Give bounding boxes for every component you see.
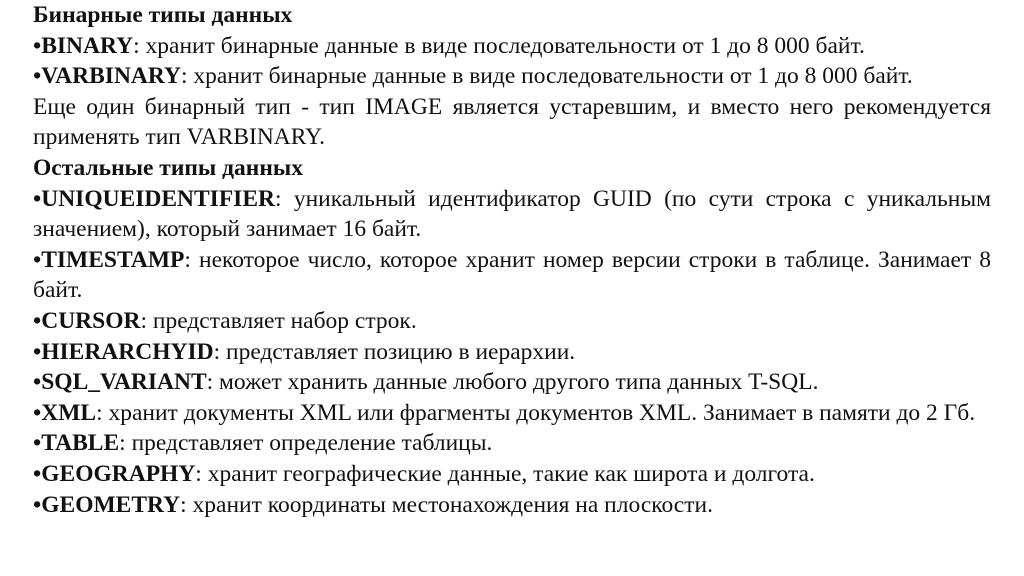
list-item-varbinary [33,61,991,92]
type-description: : хранит бинарные данные в виде последовательности от 1 до 8 000 байт. [181,63,913,90]
type-description: : хранит географические данные, такие как широта и долгота. [195,460,815,487]
bullet-icon: • [33,307,42,334]
type-name: HIERARCHYID [41,338,214,365]
type-name: SQL_VARIANT [41,369,207,396]
section-binary-types [33,0,991,153]
bullet-icon: • [33,32,42,59]
list-item-binary [33,31,991,62]
type-name: TIMESTAMP [41,246,185,273]
list-item-hierarchyid [33,337,991,368]
bullet-icon: • [33,369,42,396]
type-description: : уникальный идентификатор GUID (по сути строка с уникальным значением), который занимает 16 байт. [33,185,991,243]
type-description: : представляет позицию в иерархии. [213,338,576,365]
list-item-table [33,428,991,459]
type-description: : хранит бинарные данные в виде последовательности от 1 до 8 000 байт. [133,32,865,59]
bullet-icon: • [33,185,42,212]
type-name: TABLE [41,430,120,457]
type-name: XML [41,399,97,426]
list-item-sql-variant [33,367,991,398]
type-description: : некоторое число, которое хранит номер версии строки в таблице. Занимает 8 байт. [33,246,991,304]
type-name: VARBINARY [41,63,181,90]
bullet-icon: • [33,460,42,487]
bullet-icon: • [33,430,42,457]
list-item-cursor [33,306,991,337]
section-other-types [33,153,991,520]
list-item-timestamp [33,245,991,306]
type-description: : представляет набор строк. [140,307,417,334]
list-item-uniqueidentifier [33,184,991,245]
type-name: GEOGRAPHY [41,460,196,487]
type-name: CURSOR [41,307,141,334]
slide-content [33,0,991,520]
image-deprecation-note: Еще один бинарный тип - тип IMAGE является устаревшим, и вместо него рекомендуется применять тип VARBINARY. [33,93,991,151]
section-heading: Бинарные типы данных [33,2,293,28]
type-description: : представляет определение таблицы. [119,430,493,457]
bullet-icon: • [33,246,42,273]
type-description: : хранит документы XML или фрагменты документов XML. Занимает в памяти до 2 Гб. [96,399,976,426]
type-name: BINARY [41,32,134,59]
bullet-icon: • [33,399,42,426]
section-heading: Остальные типы данных [33,154,303,181]
type-description: : хранит координаты местонахождения на плоскости. [180,491,713,518]
list-item-geometry [33,490,991,521]
type-name: UNIQUEIDENTIFIER [41,185,275,212]
type-name: GEOMETRY [41,491,181,518]
bullet-icon: • [33,63,42,90]
list-item-xml [33,398,991,429]
bullet-icon: • [33,338,42,365]
type-description: : может хранить данные любого другого типа данных T-SQL. [206,369,819,396]
list-item-geography [33,459,991,490]
bullet-icon: • [33,491,42,518]
